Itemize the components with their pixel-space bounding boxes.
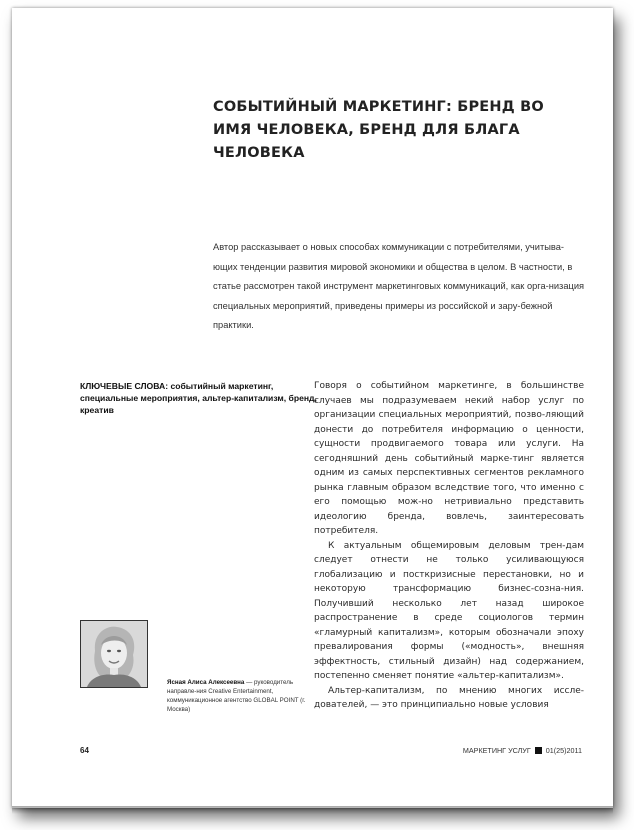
article-title: СОБЫТИЙНЫЙ МАРКЕТИНГ: БРЕНД ВО ИМЯ ЧЕЛОВЕКА, БРЕНД ДЛЯ БЛАГА ЧЕЛОВЕКА [213,99,544,161]
article-abstract: Автор рассказывает о новых способах коммуникации с потребителями, учитыва-ющих тенденции развития мировой экономики и общества в целом. В частности, в статье рассмотрен такой инструмент маркетинговых коммуникаций, как орга-низация специальных мероприятий, приведены примеры из российской и зару-бежной практики. [213,242,585,330]
journal-footer [463,746,582,755]
body-paragraph: Альтер-капитализм, по мнению многих иссле-дователей, — это принципиально новые условия [314,685,584,710]
square-icon [535,747,542,754]
body-paragraph: Говоря о событийном маркетинге, в большинстве случаев мы подразумеваем некий набор услуг по организации специальных мероприятий, позво-ляющий донести до потребителя информацию о ценности, сущности продвигаемого товара или услуги. На сегодняшний день событийный марке-тинг является одним из самых перспективных сегментов рекламного рынка главным образом вследствие того, что именно с его помощью мож-но нетривиально представить идеологию бренда, вовлечь, заинтересовать потребителя. [314,381,584,536]
page-number: 64 [80,746,89,755]
body-paragraph: К актуальным общемировым деловым трен-дам следует отнести не только усиливающуюся глобализацию и посткризисные перестановки, но и некоторую трансформацию бизнес-созна-ния. Получивший несколько лет назад широкое распространение в среде социологов термин «гламурный капитализм», которым обозначали эпоху превалирования формы («модность», внешняя эффектность, стильный дизайн) над содержанием, постепенно сменяет понятие «альтер-капитализм». [314,540,584,681]
author-photo [80,620,148,688]
keywords: КЛЮЧЕВЫЕ СЛОВА: событийный маркетинг, специальные мероприятия, альтер-капитализм, бренд, креатив [80,381,317,415]
article-body [314,379,584,713]
author-name: Ясная Алиса Алексеевна [167,679,245,686]
author-caption [167,678,317,714]
journal-issue: 01(25)2011 [545,746,582,755]
magazine-page [12,8,613,808]
author-portrait-image [81,621,147,687]
author-description: — руководитель направле-ния Creative Entertainment, коммуникационное агентство GLOBAL POINT (г. Москва) [167,679,306,713]
journal-name: МАРКЕТИНГ УСЛУГ [462,746,531,755]
